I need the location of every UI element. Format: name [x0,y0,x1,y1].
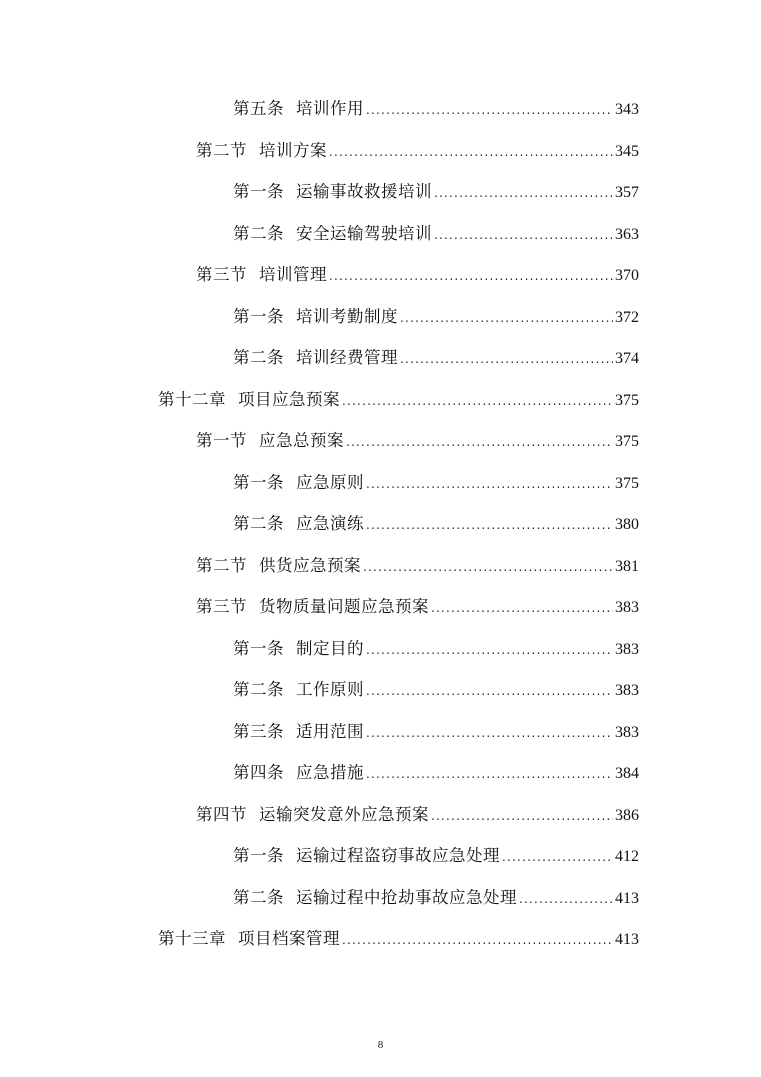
toc-entry-page: 412 [615,848,639,865]
toc-entry[interactable] [196,803,639,827]
toc-entry-number: 第一条 [233,473,284,492]
toc-leader-dots [342,389,613,413]
toc-entry[interactable] [233,471,639,495]
toc-entry-page: 363 [615,226,639,243]
toc-leader-dots [366,638,613,662]
toc-entry-page: 384 [615,765,639,782]
toc-entry-title: 货物质量问题应急预案 [259,597,429,616]
toc-entry[interactable] [233,97,639,121]
toc-entry-title: 培训作用 [296,99,364,118]
toc-entry-number: 第二条 [233,348,284,367]
toc-entry-title: 工作原则 [296,680,364,699]
toc-entry-title: 运输事故救援培训 [296,182,432,201]
toc-entry-page: 345 [615,143,639,160]
toc-entry[interactable] [233,637,639,661]
toc-entry-title: 应急原则 [296,473,364,492]
toc-leader-dots [434,223,613,247]
toc-entry-page: 383 [615,641,639,658]
toc-leader-dots [366,679,613,703]
toc-leader-dots [329,264,613,288]
toc-entry[interactable] [233,512,639,536]
toc-leader-dots [519,887,613,911]
toc-entry-title: 培训经费管理 [296,348,398,367]
toc-entry-page: 375 [615,475,639,492]
toc-entry[interactable] [158,388,639,412]
toc-entry[interactable] [233,720,639,744]
toc-entry-page: 383 [615,599,639,616]
toc-leader-dots [342,928,613,952]
toc-entry-title: 培训考勤制度 [296,307,398,326]
toc-entry-number: 第二条 [233,680,284,699]
toc-entry-title: 运输过程中抢劫事故应急处理 [296,888,517,907]
toc-entry-number: 第十三章 [158,929,226,948]
toc-entry-title: 制定目的 [296,639,364,658]
toc-entry-page: 381 [615,558,639,575]
toc-entry-title: 应急演练 [296,514,364,533]
toc-entry-page: 380 [615,516,639,533]
toc-entry-number: 第四条 [233,763,284,782]
toc-leader-dots [329,140,613,164]
toc-entry-number: 第十二章 [158,390,226,409]
toc-leader-dots [366,762,613,786]
toc-leader-dots [366,513,613,537]
toc-entry[interactable] [196,139,639,163]
toc-entry[interactable] [196,595,639,619]
toc-entry-page: 383 [615,682,639,699]
toc-entry-page: 372 [615,309,639,326]
toc-entry-page: 413 [615,890,639,907]
toc-entry-title: 运输突发意外应急预案 [259,805,429,824]
toc-entry[interactable] [233,886,639,910]
toc-entry[interactable] [196,429,639,453]
toc-entry[interactable] [196,263,639,287]
toc-entry[interactable] [233,180,639,204]
toc-leader-dots [366,98,613,122]
toc-leader-dots [400,306,613,330]
toc-leader-dots [502,845,613,869]
page-number: 8 [377,1039,384,1051]
toc-entry[interactable] [233,222,639,246]
toc-leader-dots [431,804,613,828]
toc-entry-page: 413 [615,931,639,948]
toc-entry-number: 第二条 [233,888,284,907]
toc-entry-page: 386 [615,807,639,824]
toc-entry-number: 第一条 [233,639,284,658]
toc-entry-title: 供货应急预案 [259,556,361,575]
toc-entry-title: 运输过程盗窃事故应急处理 [296,846,500,865]
toc-entry-number: 第一条 [233,182,284,201]
toc-entry-title: 培训方案 [259,141,327,160]
toc-leader-dots [431,596,613,620]
toc-entry-title: 项目档案管理 [238,929,340,948]
toc-entry-title: 安全运输驾驶培训 [296,224,432,243]
toc-leader-dots [346,430,613,454]
toc-entry-number: 第三条 [233,722,284,741]
toc-entry[interactable] [233,678,639,702]
toc-entry-number: 第二条 [233,514,284,533]
toc-entry[interactable] [196,554,639,578]
toc-entry-title: 培训管理 [259,265,327,284]
toc-entry-page: 357 [615,184,639,201]
toc-entry-page: 374 [615,350,639,367]
toc-entry-page: 375 [615,433,639,450]
toc-leader-dots [366,472,613,496]
toc-entry[interactable] [233,305,639,329]
toc-entry-page: 383 [615,724,639,741]
toc-entry-number: 第二条 [233,224,284,243]
toc-leader-dots [434,181,613,205]
toc-entry-page: 370 [615,267,639,284]
toc-entry-title: 适用范围 [296,722,364,741]
toc-entry-number: 第二节 [196,556,247,575]
toc-entry[interactable] [158,927,639,951]
toc-entry-page: 375 [615,392,639,409]
toc-entry-number: 第三节 [196,265,247,284]
toc-entry-title: 项目应急预案 [238,390,340,409]
toc-entry-number: 第三节 [196,597,247,616]
toc-entry[interactable] [233,346,639,370]
toc-entry[interactable] [233,844,639,868]
toc-entry-page: 343 [615,101,639,118]
toc-leader-dots [363,555,613,579]
toc-entry-title: 应急措施 [296,763,364,782]
toc-entry-title: 应急总预案 [259,431,344,450]
toc-entry-number: 第一条 [233,307,284,326]
toc-entry-number: 第五条 [233,99,284,118]
toc-entry-number: 第四节 [196,805,247,824]
toc-entry-number: 第一节 [196,431,247,450]
toc-entry[interactable] [233,761,639,785]
toc-entry-number: 第一条 [233,846,284,865]
toc-leader-dots [366,721,613,745]
toc-entry-number: 第二节 [196,141,247,160]
toc-leader-dots [400,347,613,371]
